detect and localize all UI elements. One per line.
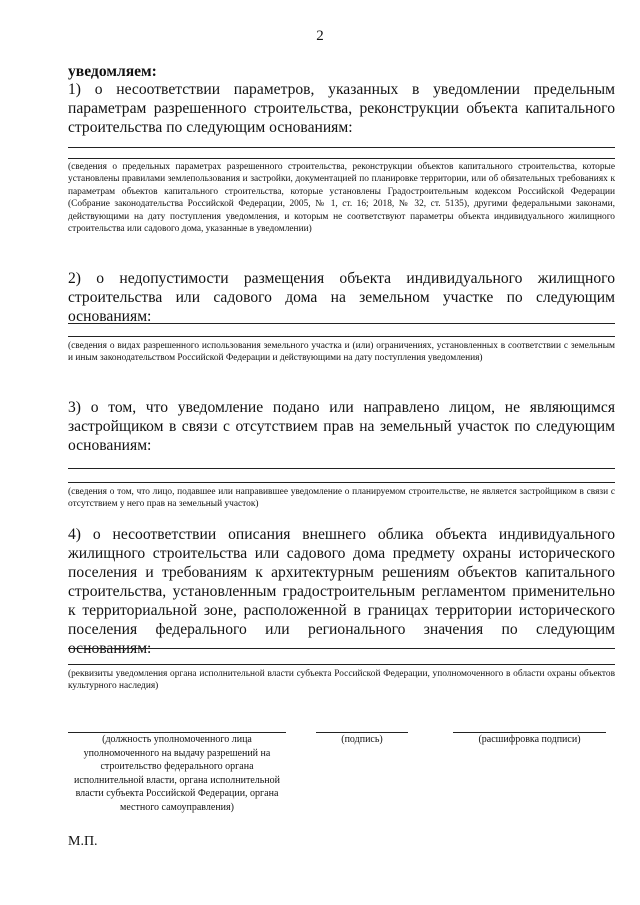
- item-3-note: (сведения о том, что лицо, подавшее или направившее уведомление о планируемом строительстве, не является застройщиком в связи с отсутствием у него прав на земельный участок): [68, 487, 615, 510]
- item-3-text: 3) о том, что уведомление подано или направлено лицом, не являющимся застройщиком в связи с отсутствием прав на земельный участок по следующим основаниям:: [68, 399, 615, 454]
- fill-line: [68, 323, 615, 324]
- stamp-place-label: М.П.: [68, 834, 98, 849]
- fill-line: [68, 158, 615, 159]
- fill-line: [68, 482, 615, 483]
- position-caption: (должность уполномоченного лица уполномоченного на выдачу разрешений на строительство федерального органа исполнительной власти, органа исполнительной власти субъекта Российской Федерации, органа местного самоуправления): [73, 734, 281, 813]
- item-2-note: (сведения о видах разрешенного использования земельного участка и (или) ограничениях, установленных в соответствии с земельным и иным законодательством Российской Федерации и действующими на дату поступления уведомления): [68, 341, 615, 364]
- item-1-note: (сведения о предельных параметрах разрешенного строительства, реконструкции объектов капитального строительства, которые установлены правилами землепользования и застройки, документацией по планировке территории, или об обязательных требованиях к параметрам объектов капитального строительства, которые установлены Градостроительным кодексом Российской Федерации (Собрание законодательства Российской Федерации, 2005, № 1, ст. 16; 2018, № 32, ст. 5135), другими федеральными законами, действующими на дату поступления уведомления, и которым не соответствуют параметры объекта индивидуального жилищного строительства или садового дома, указанные в уведомлении): [68, 162, 615, 235]
- page-number: 2: [316, 28, 324, 44]
- decoding-caption: (расшифровка подписи): [478, 734, 581, 745]
- fill-line: [68, 336, 615, 337]
- heading-notify: уведомляем:: [68, 63, 157, 80]
- signature-caption: (подпись): [341, 734, 383, 745]
- fill-line: [68, 468, 615, 469]
- item-1-text: 1) о несоответствии параметров, указанных в уведомлении предельным параметрам разрешенного строительства, реконструкции объекта капитального строительства по следующим основаниям:: [68, 81, 615, 136]
- item-4-text: 4) о несоответствии описания внешнего облика объекта индивидуального жилищного строительства или садового дома предмету охраны исторического поселения и требованиям к архитектурным решениям объектов капитального строительства, установленным градостроительным регламентом применительно к территориальной зоне, расположенной в границах территории исторического поселения федерального или регионального значения по следующим основаниям:: [68, 526, 615, 657]
- fill-line: [68, 147, 615, 148]
- fill-line: [68, 664, 615, 665]
- item-4-note: (реквизиты уведомления органа исполнительной власти субъекта Российской Федерации, уполномоченного в области охраны объектов культурного наследия): [68, 669, 615, 692]
- fill-line: [68, 648, 615, 649]
- item-2-text: 2) о недопустимости размещения объекта индивидуального жилищного строительства или садового дома на земельном участке по следующим основаниям:: [68, 270, 615, 325]
